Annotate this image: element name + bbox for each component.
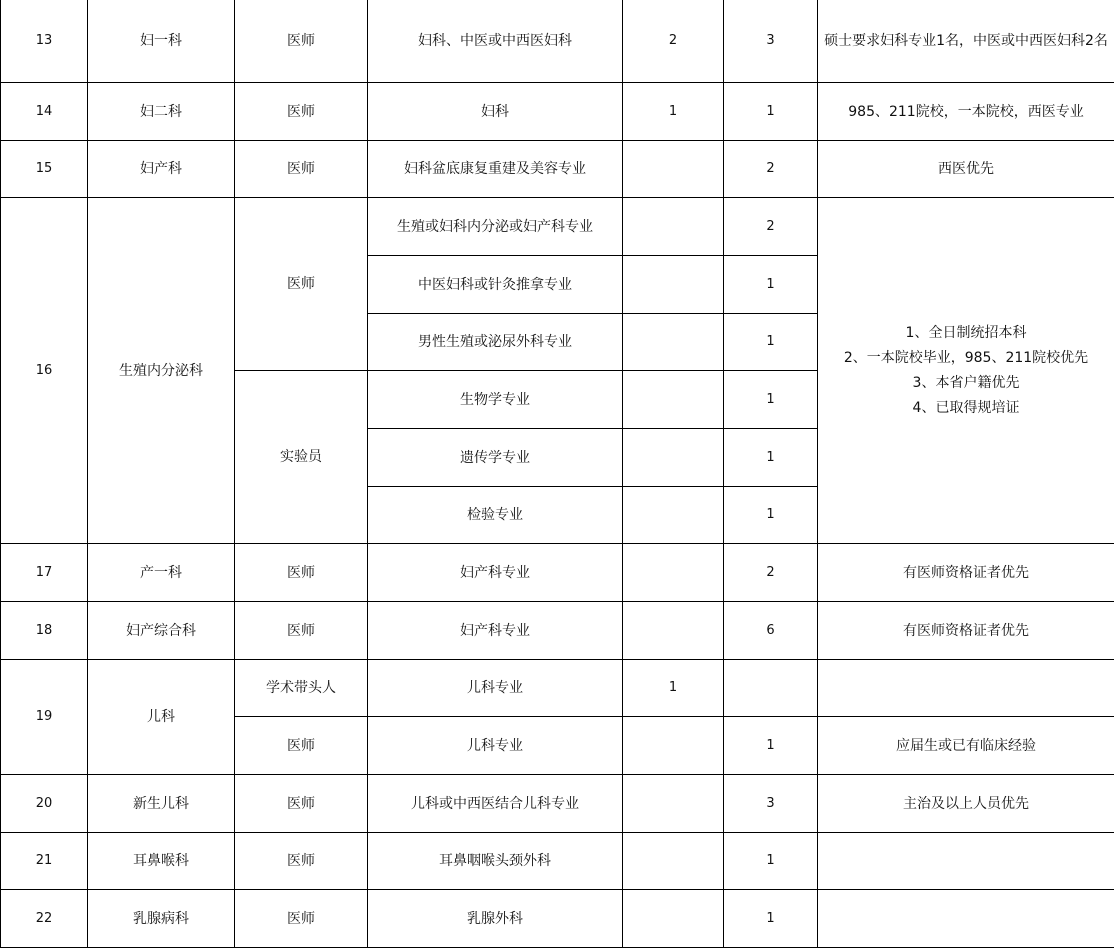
table-row — [1, 83, 1114, 141]
position: 医师 — [235, 833, 368, 890]
position: 医师 — [235, 890, 368, 948]
position: 学术带头人 — [235, 660, 368, 717]
remarks: 主治及以上人员优先 — [818, 775, 1114, 833]
table-row — [1, 544, 1114, 602]
remarks — [818, 833, 1114, 890]
quota-a — [623, 890, 724, 948]
row-number: 18 — [1, 602, 88, 660]
quota-b: 3 — [724, 0, 818, 83]
row-number: 21 — [1, 833, 88, 890]
row-number: 15 — [1, 141, 88, 198]
table-row — [1, 198, 1114, 256]
row-number: 16 — [1, 198, 88, 544]
remarks — [818, 890, 1114, 948]
row-number: 19 — [1, 660, 88, 775]
major-requirement: 生殖或妇科内分泌或妇产科专业 — [368, 198, 623, 256]
quota-b: 2 — [724, 544, 818, 602]
table-row — [1, 141, 1114, 198]
remarks — [818, 198, 1114, 544]
quota-b: 3 — [724, 775, 818, 833]
remarks: 有医师资格证者优先 — [818, 544, 1114, 602]
position: 医师 — [235, 717, 368, 775]
quota-b: 6 — [724, 602, 818, 660]
position: 医师 — [235, 602, 368, 660]
major-requirement: 妇科 — [368, 83, 623, 141]
quota-b: 1 — [724, 256, 818, 314]
remarks: 有医师资格证者优先 — [818, 602, 1114, 660]
department: 产一科 — [88, 544, 235, 602]
table-row — [1, 833, 1114, 890]
major-requirement: 检验专业 — [368, 487, 623, 544]
remarks: 应届生或已有临床经验 — [818, 717, 1114, 775]
major-requirement: 中医妇科或针灸推拿专业 — [368, 256, 623, 314]
department: 耳鼻喉科 — [88, 833, 235, 890]
quota-b: 1 — [724, 890, 818, 948]
row-number: 14 — [1, 83, 88, 141]
quota-b: 1 — [724, 487, 818, 544]
table-row — [1, 0, 1114, 83]
department: 儿科 — [88, 660, 235, 775]
major-requirement: 妇科盆底康复重建及美容专业 — [368, 141, 623, 198]
row-number: 22 — [1, 890, 88, 948]
quota-a — [623, 371, 724, 429]
position: 医师 — [235, 0, 368, 83]
quota-a — [623, 717, 724, 775]
table-row — [1, 660, 1114, 717]
quota-b: 1 — [724, 833, 818, 890]
position: 医师 — [235, 775, 368, 833]
major-requirement: 生物学专业 — [368, 371, 623, 429]
position: 医师 — [235, 83, 368, 141]
quota-b: 1 — [724, 314, 818, 371]
row-number: 13 — [1, 0, 88, 83]
major-requirement: 儿科专业 — [368, 717, 623, 775]
major-requirement: 男性生殖或泌尿外科专业 — [368, 314, 623, 371]
quota-a — [623, 775, 724, 833]
department: 新生儿科 — [88, 775, 235, 833]
major-requirement: 妇产科专业 — [368, 544, 623, 602]
remarks: 西医优先 — [818, 141, 1114, 198]
quota-a — [623, 141, 724, 198]
position: 医师 — [235, 141, 368, 198]
department: 妇一科 — [88, 0, 235, 83]
quota-a — [623, 256, 724, 314]
quota-a — [623, 429, 724, 487]
quota-a: 1 — [623, 83, 724, 141]
row-number: 20 — [1, 775, 88, 833]
remarks: 硕士要求妇科专业1名，中医或中西医妇科2名 — [818, 0, 1114, 83]
department: 妇产科 — [88, 141, 235, 198]
quota-a — [623, 487, 724, 544]
major-requirement: 儿科专业 — [368, 660, 623, 717]
department: 妇产综合科 — [88, 602, 235, 660]
department: 生殖内分泌科 — [88, 198, 235, 544]
table-row — [1, 775, 1114, 833]
quota-a — [623, 833, 724, 890]
quota-b: 2 — [724, 198, 818, 256]
quota-a — [623, 314, 724, 371]
remark-line: 3、本省户籍优先 — [824, 371, 1108, 396]
quota-a: 1 — [623, 660, 724, 717]
remark-line: 4、已取得规培证 — [824, 396, 1108, 421]
table-row — [1, 890, 1114, 948]
remarks: 985、211院校，一本院校，西医专业 — [818, 83, 1114, 141]
position: 医师 — [235, 544, 368, 602]
major-requirement: 耳鼻咽喉头颈外科 — [368, 833, 623, 890]
remark-line: 1、全日制统招本科 — [824, 321, 1108, 346]
quota-b: 1 — [724, 371, 818, 429]
quota-b: 1 — [724, 83, 818, 141]
quota-a — [623, 198, 724, 256]
quota-b: 2 — [724, 141, 818, 198]
quota-a — [623, 602, 724, 660]
major-requirement: 妇产科专业 — [368, 602, 623, 660]
position: 医师 — [235, 198, 368, 371]
quota-a: 2 — [623, 0, 724, 83]
quota-a — [623, 544, 724, 602]
major-requirement: 儿科或中西医结合儿科专业 — [368, 775, 623, 833]
department: 妇二科 — [88, 83, 235, 141]
major-requirement: 遗传学专业 — [368, 429, 623, 487]
major-requirement: 乳腺外科 — [368, 890, 623, 948]
remarks — [818, 660, 1114, 717]
position: 实验员 — [235, 371, 368, 544]
row-number: 17 — [1, 544, 88, 602]
major-requirement: 妇科、中医或中西医妇科 — [368, 0, 623, 83]
quota-b — [724, 660, 818, 717]
quota-b: 1 — [724, 429, 818, 487]
remark-line: 2、一本院校毕业，985、211院校优先 — [824, 346, 1108, 371]
quota-b: 1 — [724, 717, 818, 775]
table-row — [1, 602, 1114, 660]
department: 乳腺病科 — [88, 890, 235, 948]
